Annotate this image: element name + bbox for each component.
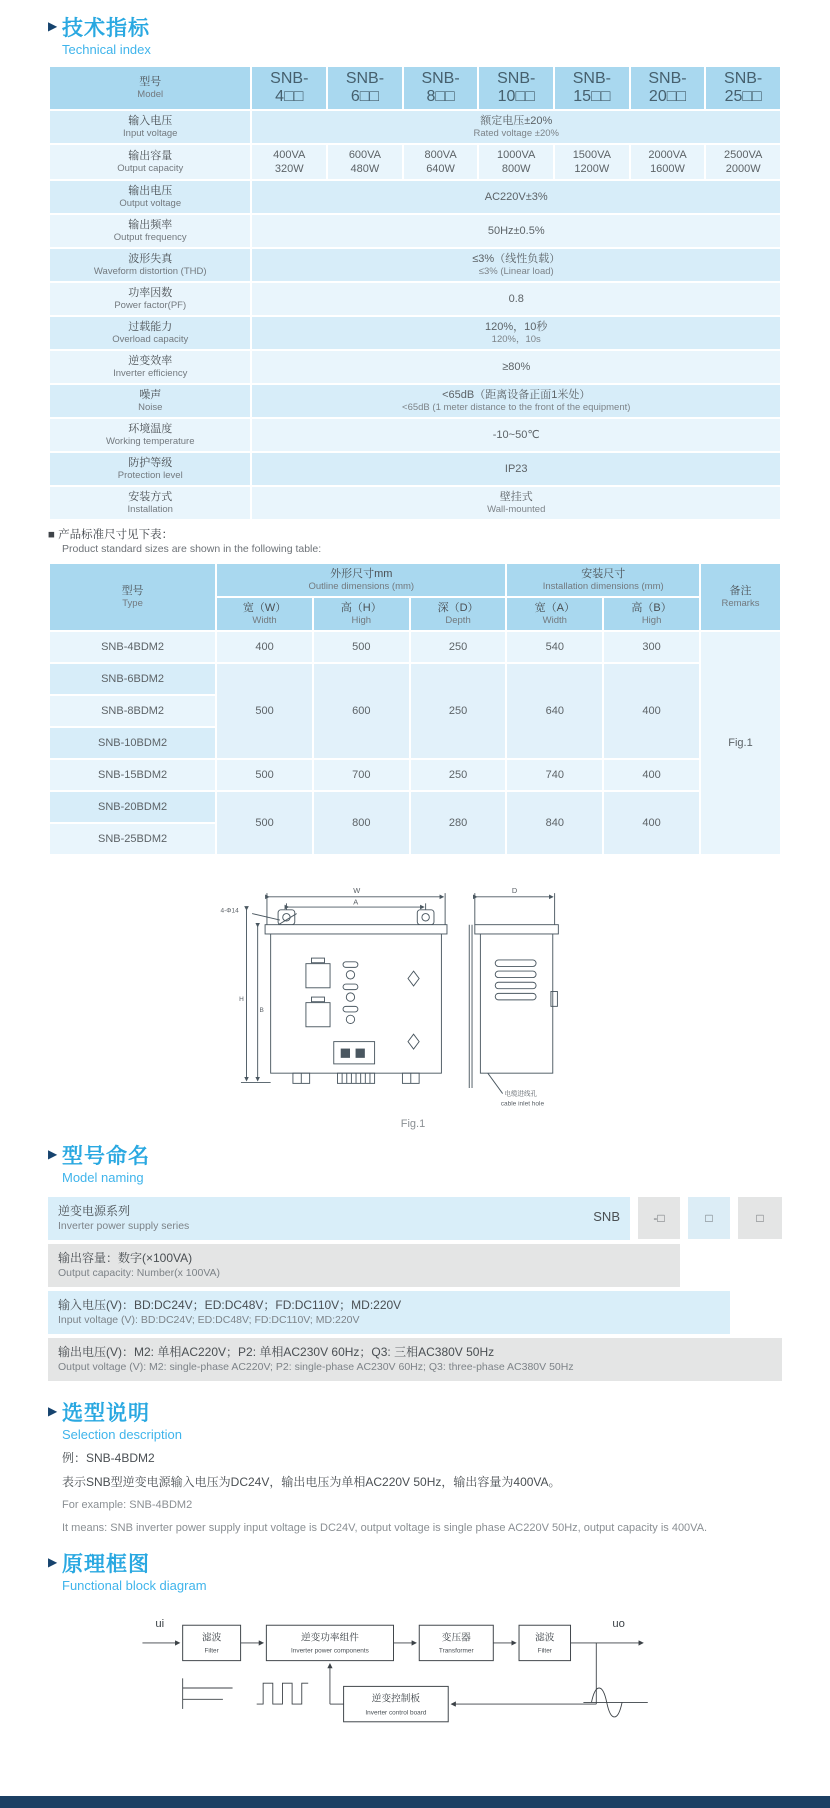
dim-label-a: A bbox=[353, 897, 359, 907]
spec-value: 壁挂式 Wall-mounted bbox=[252, 487, 780, 519]
triangle-bullet-icon: ▶ bbox=[48, 19, 58, 33]
spec-model-label-cell bbox=[50, 67, 250, 109]
model-cell: SNB-8□□ bbox=[404, 67, 478, 109]
filter1-zh: 滤波 bbox=[201, 1632, 222, 1644]
col-depth-d: 深（D） Depth bbox=[411, 598, 506, 630]
technical-title-en: Technical index bbox=[62, 42, 151, 57]
model-naming-diagram bbox=[48, 1197, 782, 1381]
power-zh: 逆变功率组件 bbox=[301, 1632, 359, 1644]
selection-example-zh: 例：SNB-4BDM2 bbox=[62, 1451, 155, 1465]
dimension-table bbox=[48, 562, 782, 856]
col-high-b: 高（B） High bbox=[604, 598, 699, 630]
spec-value: AC220V±3% bbox=[252, 181, 780, 213]
spec-label: 防护等级 Protection level bbox=[50, 453, 250, 485]
capacity-cell: 2500VA 2000W bbox=[706, 145, 780, 179]
transformer-en: Transformer bbox=[438, 1647, 474, 1655]
spec-label: 功率因数 Power factor(PF) bbox=[50, 283, 250, 315]
model-cell: SNB-4□□ bbox=[252, 67, 326, 109]
spec-row-output-frequency bbox=[50, 215, 780, 247]
model-prefix: SNB bbox=[593, 1209, 620, 1224]
code-box-input-voltage: □ bbox=[688, 1197, 730, 1239]
control-zh: 逆变控制板 bbox=[371, 1693, 421, 1705]
triangle-bullet-icon: ▶ bbox=[48, 1147, 58, 1161]
naming-title-en: Model naming bbox=[62, 1170, 144, 1185]
spec-row-overload bbox=[50, 317, 780, 349]
outline-header-cell: 外形尺寸mm Outline dimensions (mm) bbox=[217, 564, 505, 596]
spec-value: 120%，10秒 120%，10s bbox=[252, 317, 780, 349]
naming-row-input-voltage: 输入电压(V)：BD:DC24V；ED:DC48V；FD:DC110V；MD:220V Input voltage (V): BD:DC24V; ED:DC48V; FD:DC110V; MD:220V bbox=[48, 1291, 730, 1334]
section-title-wrap bbox=[62, 1144, 782, 1187]
size-row: SNB-6BDM2 500 600 250 640 400 bbox=[50, 664, 780, 694]
model-cell: SNB-20□□ bbox=[631, 67, 705, 109]
capacity-cell: 1500VA 1200W bbox=[555, 145, 629, 179]
model-label-en: Model bbox=[137, 89, 164, 100]
spec-label: 安装方式 Installation bbox=[50, 487, 250, 519]
control-en: Inverter control board bbox=[365, 1709, 427, 1717]
selection-title-zh: 选型说明 bbox=[62, 1402, 150, 1425]
selection-example-en: For example: SNB-4BDM2 bbox=[62, 1499, 193, 1511]
type-cell: SNB-25BDM2 bbox=[50, 824, 215, 854]
selection-meaning-en: It means: SNB inverter power supply input voltage is DC24V, output voltage is single phase AC220V 50Hz, output capacity is 400VA. bbox=[62, 1522, 708, 1534]
diagram-title-en: Functional block diagram bbox=[62, 1578, 207, 1593]
code-box-capacity: -□ bbox=[638, 1197, 680, 1239]
spec-row-power-factor bbox=[50, 283, 780, 315]
dim-label-h: H bbox=[239, 995, 244, 1003]
power-en: Inverter power components bbox=[291, 1647, 369, 1655]
naming-row-output-voltage: 输出电压(V)：M2: 单相AC220V；P2: 单相AC230V 60Hz；Q3: 三相AC380V 50Hz Output voltage (V): M2: single-phase AC220V; P2: single-phase AC230V 60Hz; Q3: three-phase AC380V 50Hz bbox=[48, 1338, 782, 1381]
section-technical-header bbox=[48, 16, 782, 59]
capacity-cell: 600VA 480W bbox=[328, 145, 402, 179]
spec-row-noise bbox=[50, 385, 780, 417]
type-cell: SNB-4BDM2 bbox=[50, 632, 215, 662]
section-title-wrap bbox=[62, 1401, 782, 1444]
figure-caption: Fig.1 bbox=[400, 1118, 426, 1130]
spec-row-output-capacity bbox=[50, 145, 780, 179]
dim-label-holes: 4-Φ14 bbox=[220, 907, 239, 915]
filter2-zh: 滤波 bbox=[535, 1632, 555, 1644]
spec-label: 逆变效率 Inverter efficiency bbox=[50, 351, 250, 383]
model-cell: SNB-15□□ bbox=[555, 67, 629, 109]
outline-drawing-figure bbox=[198, 882, 628, 1130]
dim-label-d: D bbox=[511, 886, 518, 896]
note-zh: ■ 产品标准尺寸见下表： bbox=[48, 529, 174, 541]
code-box-output-voltage: □ bbox=[738, 1197, 782, 1239]
diagram-input-label: ui bbox=[155, 1617, 165, 1630]
selection-text bbox=[48, 1450, 782, 1536]
naming-title-zh: 型号命名 bbox=[62, 1145, 150, 1168]
type-cell: SNB-10BDM2 bbox=[50, 728, 215, 758]
size-row: SNB-20BDM2 500 800 280 840 400 bbox=[50, 792, 780, 822]
spec-label: 输出电压 Output voltage bbox=[50, 181, 250, 213]
spec-label: 输出频率 Output frequency bbox=[50, 215, 250, 247]
dim-label-b: B bbox=[259, 1006, 264, 1014]
spec-value: -10~50℃ bbox=[252, 419, 780, 451]
col-width-w: 宽（W） Width bbox=[217, 598, 312, 630]
label-zh: 输入电压 bbox=[128, 115, 173, 127]
type-header-cell: 型号 Type bbox=[50, 564, 215, 630]
value-zh: 额定电压±20% bbox=[480, 115, 553, 127]
model-cell: SNB-6□□ bbox=[328, 67, 402, 109]
remarks-header-cell: 备注 Remarks bbox=[701, 564, 780, 630]
note-en: Product standard sizes are shown in the following table: bbox=[62, 543, 322, 555]
spec-row-thd bbox=[50, 249, 780, 281]
size-row: SNB-15BDM2 500 700 250 740 400 bbox=[50, 760, 780, 790]
spec-row-input-voltage bbox=[50, 111, 780, 143]
triangle-bullet-icon: ▶ bbox=[48, 1555, 58, 1569]
capacity-cell: 800VA 640W bbox=[404, 145, 478, 179]
type-cell: SNB-8BDM2 bbox=[50, 696, 215, 726]
section-diagram-header bbox=[48, 1552, 782, 1595]
value-en: Rated voltage ±20% bbox=[473, 128, 559, 139]
section-title-wrap bbox=[62, 1552, 782, 1595]
spec-value: IP23 bbox=[252, 453, 780, 485]
label-en: Input voltage bbox=[123, 128, 178, 139]
selection-title-en: Selection description bbox=[62, 1427, 182, 1442]
spec-value: <65dB（距离设备正面1米处） <65dB (1 meter distance to the front of the equipment) bbox=[252, 385, 780, 417]
model-label-zh: 型号 bbox=[139, 76, 162, 88]
spec-header-row bbox=[50, 67, 780, 109]
spec-label: 噪声 Noise bbox=[50, 385, 250, 417]
section-title-wrap bbox=[62, 16, 782, 59]
cable-hole-label-en: cable inlet hole bbox=[500, 1100, 545, 1108]
spec-value: ≥80% bbox=[252, 351, 780, 383]
naming-row-capacity: 输出容量：数字(×100VA) Output capacity: Number(x 100VA) bbox=[48, 1244, 680, 1287]
remark-cell: Fig.1 bbox=[701, 632, 780, 854]
spec-row-efficiency bbox=[50, 351, 780, 383]
type-cell: SNB-20BDM2 bbox=[50, 792, 215, 822]
col-high-h: 高（H） High bbox=[314, 598, 409, 630]
capacity-cell: 2000VA 1600W bbox=[631, 145, 705, 179]
technical-spec-table bbox=[48, 65, 782, 521]
triangle-bullet-icon: ▶ bbox=[48, 1404, 58, 1418]
col-width-a: 宽（A） Width bbox=[507, 598, 602, 630]
filter2-en: Filter bbox=[537, 1647, 552, 1655]
install-header-cell: 安装尺寸 Installation dimensions (mm) bbox=[507, 564, 699, 596]
dim-label-w: W bbox=[353, 886, 361, 896]
functional-block-diagram bbox=[136, 1601, 782, 1747]
spec-row-installation bbox=[50, 487, 780, 519]
capacity-cell: 1000VA 800W bbox=[479, 145, 553, 179]
spec-value: ≤3%（线性负载） ≤3% (Linear load) bbox=[252, 249, 780, 281]
label-zh: 输出容量 bbox=[128, 150, 173, 162]
capacity-cell: 400VA 320W bbox=[252, 145, 326, 179]
naming-row-series: 逆变电源系列 Inverter power supply series SNB bbox=[48, 1197, 630, 1240]
model-cell: SNB-25□□ bbox=[706, 67, 780, 109]
spec-label: 过载能力 Overload capacity bbox=[50, 317, 250, 349]
block-diagram-svg bbox=[136, 1601, 651, 1742]
filter1-en: Filter bbox=[204, 1647, 219, 1655]
page-footer-bar bbox=[0, 1796, 830, 1808]
spec-value: 50Hz±0.5% bbox=[252, 215, 780, 247]
cable-hole-label-zh: 电缆进线孔 bbox=[504, 1090, 537, 1098]
spec-label bbox=[50, 111, 250, 143]
spec-value bbox=[252, 111, 780, 143]
type-cell: SNB-15BDM2 bbox=[50, 760, 215, 790]
standard-size-note bbox=[48, 528, 782, 556]
spec-row-temperature bbox=[50, 419, 780, 451]
spec-label bbox=[50, 145, 250, 179]
type-cell: SNB-6BDM2 bbox=[50, 664, 215, 694]
spec-row-output-voltage bbox=[50, 181, 780, 213]
transformer-zh: 变压器 bbox=[441, 1632, 471, 1644]
diagram-output-label: uo bbox=[612, 1617, 625, 1630]
model-cell: SNB-10□□ bbox=[479, 67, 553, 109]
size-header-group-row bbox=[50, 564, 780, 596]
spec-label: 波形失真 Waveform distortion (THD) bbox=[50, 249, 250, 281]
spec-value: 0.8 bbox=[252, 283, 780, 315]
spec-row-protection bbox=[50, 453, 780, 485]
label-en: Output capacity bbox=[117, 163, 184, 174]
section-selection-header bbox=[48, 1401, 782, 1444]
size-row: SNB-4BDM2 400 500 250 540 300 Fig.1 bbox=[50, 632, 780, 662]
section-naming-header bbox=[48, 1144, 782, 1187]
technical-title-zh: 技术指标 bbox=[62, 17, 150, 40]
dimension-drawing bbox=[198, 882, 618, 1114]
diagram-title-zh: 原理框图 bbox=[62, 1553, 150, 1576]
spec-label: 环境温度 Working temperature bbox=[50, 419, 250, 451]
selection-meaning-zh: 表示SNB型逆变电源输入电压为DC24V，输出电压为单相AC220V 50Hz，输出容量为400VA。 bbox=[62, 1475, 561, 1489]
